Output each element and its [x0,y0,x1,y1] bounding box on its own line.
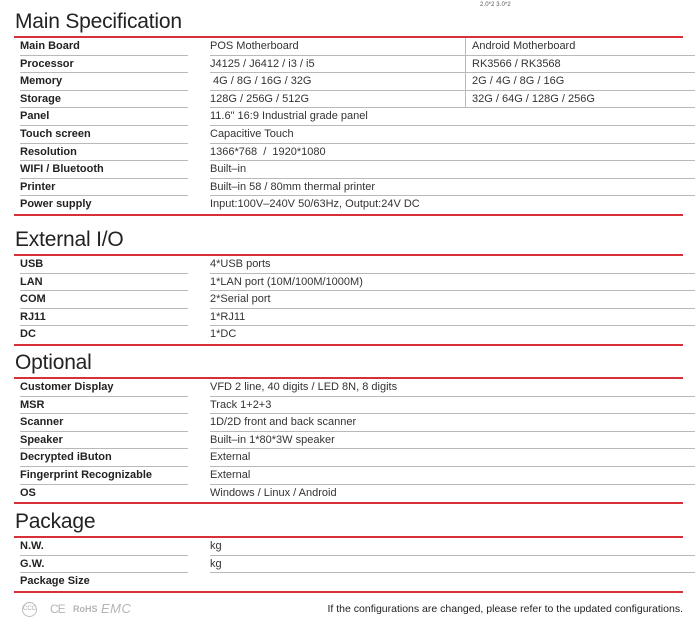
spec-value: 1D/2D front and back scanner [210,414,695,432]
rohs-certification-icon: RoHS [73,604,98,614]
section-end-divider [14,214,683,216]
spec-row-touch-screen [14,126,683,144]
spec-value-android: RK3566 / RK3568 [465,56,695,74]
spec-row-com [14,291,683,309]
section-optional [14,349,683,504]
spec-label: Customer Display [20,379,188,397]
spec-value: kg [210,556,695,574]
spec-value: External [210,467,695,485]
spec-value: Windows / Linux / Android [210,486,337,499]
section-title: Optional [15,351,92,374]
spec-value-android: 32G / 64G / 128G / 256G [465,91,695,109]
footer-note: If the configurations are changed, please refer to the updated configurations. [327,603,683,615]
spec-label: COM [20,291,188,309]
ce-certification-icon: CE [50,602,65,616]
spec-value: kg [210,538,695,556]
corner-note: 2.0*2 3.0*2 [480,2,511,8]
section-end-divider [14,344,683,346]
spec-label: Scanner [20,414,188,432]
spec-row-panel [14,108,683,126]
spec-value: Built–in [210,161,695,179]
spec-value: Built–in 1*80*3W speaker [210,432,695,450]
spec-label: Memory [20,73,188,91]
spec-label: Power supply [20,198,92,211]
section-external-io [14,226,683,346]
spec-row-usb [14,256,683,274]
spec-row-printer [14,179,683,197]
spec-label: OS [20,486,36,499]
spec-row-net-weight [14,538,683,556]
spec-value-android: Android Motherboard [465,38,695,56]
spec-label: LAN [20,274,188,292]
spec-row-fingerprint [14,467,683,485]
spec-label: N.W. [20,538,188,556]
spec-row-os [14,485,683,503]
spec-row-memory [14,73,683,91]
spec-value: VFD 2 line, 40 digits / LED 8N, 8 digits [210,379,695,397]
spec-value: Capacitive Touch [210,126,695,144]
spec-label: Panel [20,108,188,126]
spec-label: RJ11 [20,309,188,327]
spec-value [210,573,695,591]
spec-label: Printer [20,179,188,197]
section-title: Package [15,510,96,533]
spec-label: Main Board [20,38,188,56]
spec-value: 1366*768 / 1920*1080 [210,144,695,162]
emc-certification-icon: EMC [101,601,132,616]
spec-label: MSR [20,397,188,415]
spec-value-android: 2G / 4G / 8G / 16G [465,73,695,91]
spec-value-pos: J4125 / J6412 / i3 / i5 [210,57,315,70]
spec-value: 1*RJ11 [210,309,695,327]
spec-value: External [210,449,695,467]
spec-row-gross-weight [14,556,683,574]
spec-label: DC [20,328,36,341]
spec-row-msr [14,397,683,415]
spec-row-speaker [14,432,683,450]
spec-value: 1*DC [210,328,237,341]
spec-value-pos: POS Motherboard [210,40,299,52]
spec-row-wifi-bluetooth [14,161,683,179]
spec-value-pos: 4G / 8G / 16G / 32G [210,75,312,88]
spec-label: USB [20,256,188,274]
spec-row-processor [14,56,683,74]
spec-row-resolution [14,144,683,162]
section-title: External I/O [15,228,124,251]
spec-row-main-board [14,38,683,56]
spec-value: Input:100V–240V 50/63Hz, Output:24V DC [210,198,420,211]
spec-row-customer-display [14,379,683,397]
spec-label: WIFI / Bluetooth [20,161,188,179]
spec-value: 2*Serial port [210,291,695,309]
spec-row-storage [14,91,683,109]
spec-label: Package Size [20,575,90,588]
spec-row-scanner [14,414,683,432]
spec-label: Decrypted iButon [20,449,188,467]
spec-label: Storage [20,91,188,109]
spec-label: Touch screen [20,126,188,144]
footer [14,602,683,620]
spec-value [210,91,695,109]
spec-value: 4*USB ports [210,256,695,274]
spec-value [210,73,695,91]
spec-value: Track 1+2+3 [210,397,695,415]
spec-row-lan [14,274,683,292]
section-title: Main Specification [15,10,182,33]
spec-row-decrypted-ibuton [14,449,683,467]
ccc-certification-icon: CCC [22,602,37,617]
section-package [14,508,683,593]
spec-label: Resolution [20,144,188,162]
section-main-specification [14,8,683,216]
spec-row-package-size [14,573,683,591]
spec-row-power-supply [14,196,683,214]
spec-label: G.W. [20,556,188,574]
spec-value: 11.6" 16:9 Industrial grade panel [210,108,695,126]
spec-label: Fingerprint Recognizable [20,467,188,485]
spec-row-rj11 [14,309,683,327]
spec-value [210,56,695,74]
spec-label: Processor [20,56,188,74]
section-end-divider [14,502,683,504]
section-end-divider [14,591,683,593]
spec-value [210,38,695,56]
spec-value: Built–in 58 / 80mm thermal printer [210,179,695,197]
spec-label: Speaker [20,432,188,450]
spec-value: 1*LAN port (10M/100M/1000M) [210,274,695,292]
spec-value-pos: 128G / 256G / 512G [210,92,310,105]
spec-row-dc [14,326,683,344]
